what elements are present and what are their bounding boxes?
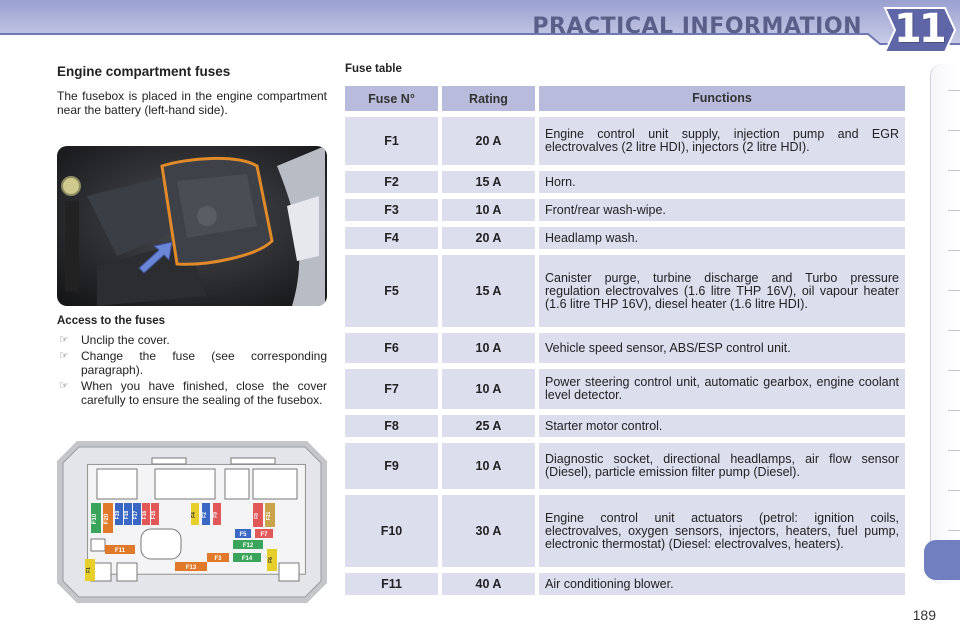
table-row <box>345 573 905 595</box>
chapter-number: 11 <box>894 6 944 52</box>
diagram-label: F15 <box>151 510 157 520</box>
active-chapter-tab[interactable] <box>924 540 960 580</box>
tab-divider <box>948 170 960 171</box>
tab-divider <box>948 210 960 211</box>
fuse-function: Engine control unit supply, injection pump and EGR electrovalves (2 litre HDI), injectors (2 litre HDI). <box>539 117 905 165</box>
diagram-label: F10 <box>92 513 98 525</box>
fuse-number: F2 <box>345 171 438 193</box>
tab-divider <box>948 530 960 531</box>
diagram-label: F4 <box>191 512 197 518</box>
diagram-label: F21 <box>266 511 272 521</box>
diagram-label: F9 <box>213 512 219 518</box>
table-row <box>345 255 905 327</box>
step-item <box>57 379 327 407</box>
step-text: Unclip the cover. <box>81 333 170 347</box>
tab-divider <box>948 450 960 451</box>
tab-divider <box>948 90 960 91</box>
fuse-rating: 15 A <box>442 255 535 327</box>
tab-divider <box>948 410 960 411</box>
fuse-rating: 40 A <box>442 573 535 595</box>
pointing-hand-icon: ☞ <box>59 350 69 362</box>
diagram-label: F6 <box>268 557 274 563</box>
access-title: Access to the fuses <box>57 315 166 327</box>
section-title: Engine compartment fuses <box>57 64 231 79</box>
diagram-label: F5 <box>239 532 247 538</box>
header-rating: Rating <box>442 86 535 111</box>
fuse-function: Air conditioning blower. <box>539 573 905 595</box>
diagram-label: F16 <box>142 510 148 520</box>
fuse-function: Power steering control unit, automatic gearbox, engine coolant level detector. <box>539 369 905 409</box>
header-fuse: Fuse N° <box>345 86 438 111</box>
table-row <box>345 333 905 363</box>
fuse-number: F9 <box>345 443 438 489</box>
diagram-label: F14 <box>241 556 253 562</box>
tab-divider <box>948 490 960 491</box>
diagram-label: F19 <box>115 510 121 520</box>
page-number: 189 <box>912 607 936 623</box>
fuse-rating: 20 A <box>442 117 535 165</box>
table-row <box>345 369 905 409</box>
fuse-number: F1 <box>345 117 438 165</box>
table-row <box>345 443 905 489</box>
fuse-table <box>345 86 905 601</box>
fuse-number: F8 <box>345 415 438 437</box>
fuse-function: Engine control unit actuators (petrol: ignition coils, electrovalves, oxygen sensors, injectors, heaters, fuel pump, electronic thermostat) (Diesel: electrovalves, heaters). <box>539 495 905 567</box>
fuse-number: F7 <box>345 369 438 409</box>
table-caption: Fuse table <box>345 63 402 75</box>
fuse-function: Front/rear wash-wipe. <box>539 199 905 221</box>
fuse-function: Vehicle speed sensor, ABS/ESP control unit. <box>539 333 905 363</box>
engine-compartment-photo <box>57 146 327 306</box>
fuse-function: Horn. <box>539 171 905 193</box>
diagram-label: F3 <box>214 556 222 562</box>
intro-text: The fusebox is placed in the engine compartment near the battery (left-hand side). <box>57 89 327 117</box>
fuse-rating: 10 A <box>442 443 535 489</box>
tab-divider <box>948 130 960 131</box>
step-text: Change the fuse (see corresponding paragraph). <box>81 349 327 377</box>
step-item <box>57 349 327 377</box>
fuse-rating: 25 A <box>442 415 535 437</box>
fuse-function: Canister purge, turbine discharge and Turbo pressure regulation electrovalves (1.6 litre THP 16V), oil vapour heater (1.6 litre THP 16V), diesel heater (1.6 litre HDI). <box>539 255 905 327</box>
fuse-function: Starter motor control. <box>539 415 905 437</box>
diagram-label: F20 <box>104 513 110 525</box>
pointing-hand-icon: ☞ <box>59 334 69 346</box>
diagram-label: F18 <box>124 510 130 520</box>
pointing-hand-icon: ☞ <box>59 380 69 392</box>
fuse-number: F10 <box>345 495 438 567</box>
table-row <box>345 495 905 567</box>
fuse-rating: 20 A <box>442 227 535 249</box>
fuse-rating: 15 A <box>442 171 535 193</box>
table-row <box>345 199 905 221</box>
step-text: When you have finished, close the cover carefully to ensure the sealing of the fusebox. <box>81 379 327 407</box>
fuse-number: F6 <box>345 333 438 363</box>
tab-divider <box>948 370 960 371</box>
fuse-function: Diagnostic socket, directional headlamps, air flow sensor (Diesel), particle emission filter pump (Diesel). <box>539 443 905 489</box>
header-functions: Functions <box>539 86 905 111</box>
tab-divider <box>948 290 960 291</box>
intro-section <box>57 60 327 117</box>
fuse-rating: 10 A <box>442 333 535 363</box>
fuse-function: Headlamp wash. <box>539 227 905 249</box>
fuse-number: F4 <box>345 227 438 249</box>
table-row <box>345 227 905 249</box>
diagram-label: F13 <box>185 565 197 571</box>
fuse-rating: 10 A <box>442 369 535 409</box>
step-item <box>57 333 327 347</box>
fuse-rating: 30 A <box>442 495 535 567</box>
diagram-label: F12 <box>242 543 254 549</box>
table-row <box>345 171 905 193</box>
diagram-label: F11 <box>114 548 126 554</box>
tab-divider <box>948 330 960 331</box>
diagram-label: F2 <box>202 512 208 518</box>
table-header-row <box>345 86 905 111</box>
access-steps <box>57 333 327 409</box>
diagram-label: F17 <box>133 510 139 520</box>
fuse-rating: 10 A <box>442 199 535 221</box>
chapter-header <box>0 0 960 56</box>
fuse-number: F5 <box>345 255 438 327</box>
header-title: PRACTICAL INFORMATION <box>532 14 862 39</box>
chapter-tab-strip[interactable] <box>930 64 960 584</box>
fuse-number: F11 <box>345 573 438 595</box>
diagram-label: F7 <box>260 532 268 538</box>
table-row <box>345 117 905 165</box>
diagram-label: F8 <box>254 513 260 519</box>
diagram-label: F1 <box>86 567 92 573</box>
fusebox-diagram <box>57 441 327 603</box>
tab-divider <box>948 250 960 251</box>
fuse-number: F3 <box>345 199 438 221</box>
table-row <box>345 415 905 437</box>
